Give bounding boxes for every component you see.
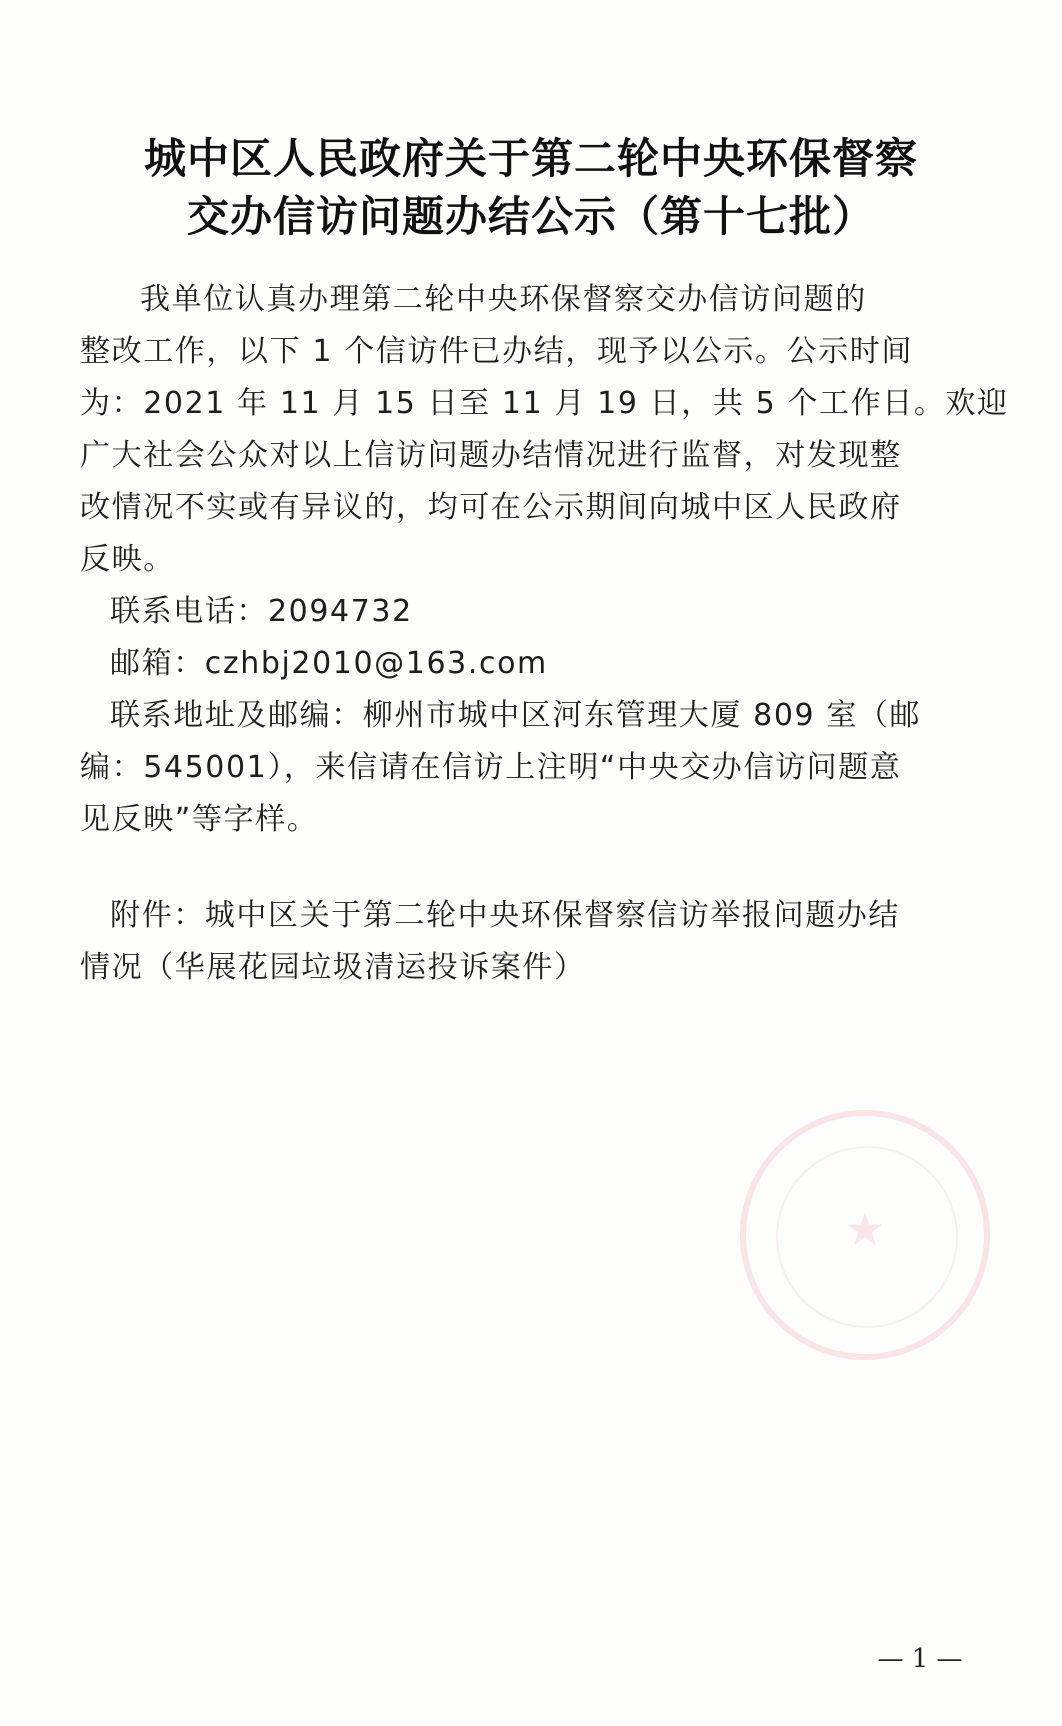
body-line-4: 广大社会公众对以上信访问题办结情况进行监督，对发现整	[80, 438, 902, 473]
contact-phone: 联系电话：2094732	[110, 594, 413, 629]
document-title-line-1: 城中区人民政府关于第二轮中央环保督察	[143, 134, 918, 183]
contact-address-line-2: 编：545001），来信请在信访上注明“中央交办信访问题意	[80, 750, 902, 785]
seal-star-icon: ★	[844, 1202, 886, 1256]
document-title-line-2: 交办信访问题办结公示（第十七批）	[186, 192, 875, 241]
contact-email: 邮箱：czhbj2010@163.com	[110, 646, 548, 681]
body-line-2: 整改工作，以下 1 个信访件已办结，现予以公示。公示时间	[80, 334, 913, 369]
attachment-line-1: 附件：城中区关于第二轮中央环保督察信访举报问题办结	[110, 898, 900, 933]
body-line-6: 反映。	[80, 542, 175, 577]
body-line-3: 为：2021 年 11 月 15 日至 11 月 19 日，共 5 个工作日。欢迎	[80, 386, 1009, 421]
page-number: — 1 —	[877, 1644, 963, 1674]
body-line-5: 改情况不实或有异议的，均可在公示期间向城中区人民政府	[80, 490, 902, 525]
body-line-1: 我单位认真办理第二轮中央环保督察交办信访问题的	[140, 282, 867, 317]
contact-address-line-1: 联系地址及邮编：柳州市城中区河东管理大厦 809 室（邮	[110, 698, 922, 733]
contact-address-line-3: 见反映”等字样。	[80, 802, 319, 837]
attachment-line-2: 情况（华展花园垃圾清运投诉案件）	[80, 950, 586, 985]
official-seal	[740, 1110, 990, 1360]
